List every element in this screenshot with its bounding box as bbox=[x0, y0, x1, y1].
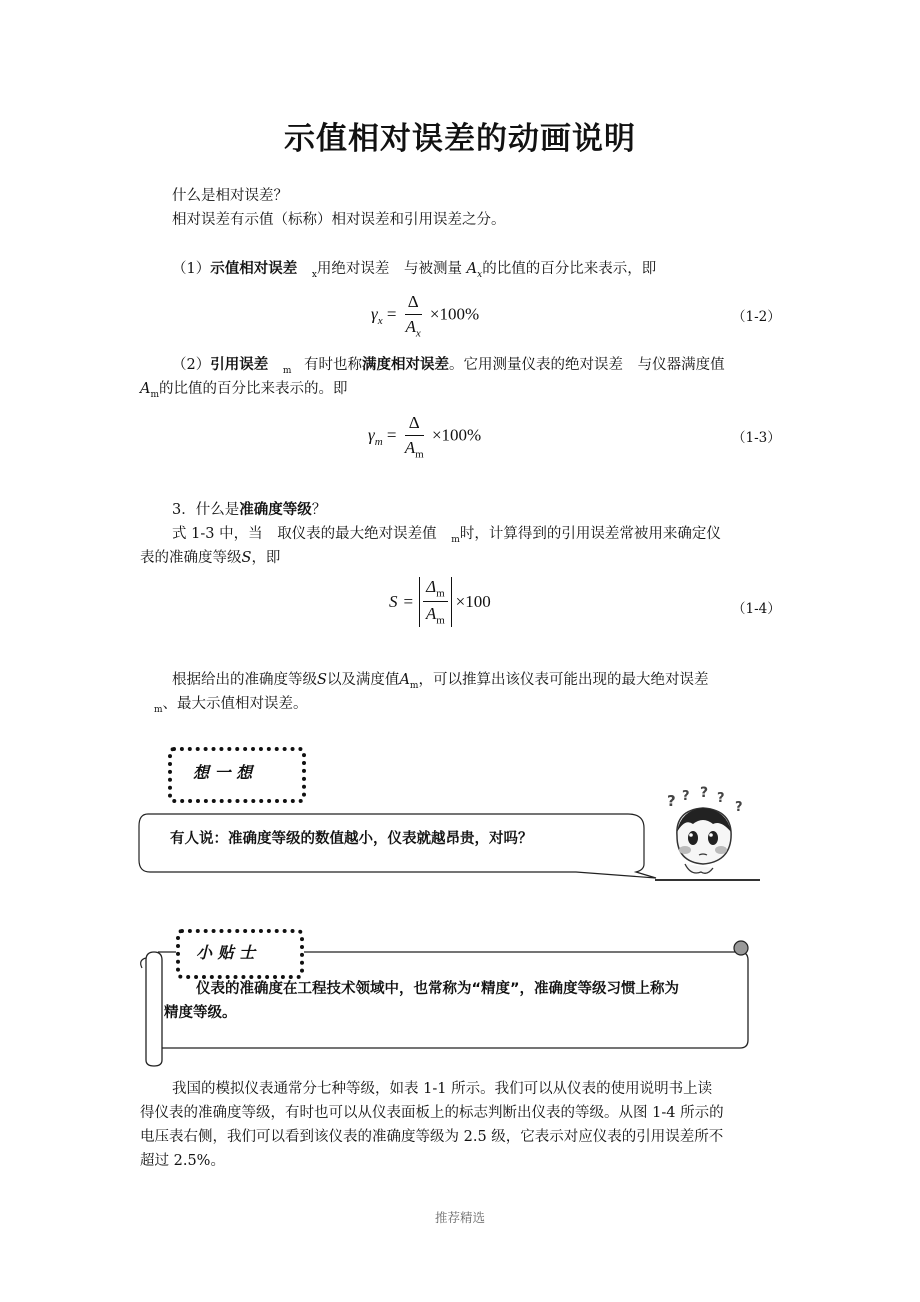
think-label: 想 一 想 bbox=[193, 763, 253, 782]
item2-A-sub: m bbox=[150, 390, 160, 400]
eq13-lhs: γ bbox=[368, 425, 375, 445]
sec3-head-a: 3．什么是 bbox=[172, 502, 240, 518]
eq12-rhs: ×100% bbox=[429, 304, 480, 324]
eq14-number: （1-4） bbox=[732, 601, 781, 617]
eq14-fraction bbox=[423, 577, 448, 627]
para4-d: 、最大示值相对误差。 bbox=[162, 696, 308, 712]
eq13-den: A bbox=[404, 438, 416, 457]
para5-line2: 得仪表的准确度等级，有时也可以从仪表面板上的标志判断出仪表的等级。从图 1-4 所示的 bbox=[140, 1105, 724, 1121]
sec3-l1c: 时，计算得到的引用误差常被用来确定仪 bbox=[459, 526, 721, 542]
eq14-num-sub: m bbox=[436, 587, 445, 600]
sec3-S: S bbox=[241, 550, 252, 566]
sec3-head-b: 准确度等级 bbox=[239, 502, 312, 518]
para4-line2 bbox=[154, 691, 308, 719]
eq14-den-sub: m bbox=[436, 614, 445, 627]
think-question: 有人说：准确度等级的数值越小，仪表就越昂贵，对吗？ bbox=[170, 831, 533, 847]
eq12-lhs: γ bbox=[371, 304, 378, 324]
eq13-den-sub: m bbox=[415, 448, 424, 461]
svg-text:?: ? bbox=[700, 785, 709, 801]
tip-line1: 仪表的准确度在工程技术领域中，也常称为“精度”，准确度等级习惯上称为 bbox=[196, 981, 680, 997]
svg-text:?: ? bbox=[667, 792, 676, 810]
intro-line: 相对误差有示值（标称）相对误差和引用误差之分。 bbox=[172, 212, 506, 228]
sec3-l1b: 取仪表的最大绝对误差值 bbox=[277, 526, 437, 542]
item1-t3: 的比值的百分比来表示，即 bbox=[482, 261, 657, 277]
eq12-fraction bbox=[405, 292, 422, 339]
eq12-num: Δ bbox=[405, 292, 422, 315]
eq12-den: A bbox=[405, 317, 416, 336]
page-footer: 推荐精选 bbox=[434, 1210, 485, 1225]
para5-line4: 超过 2.5%。 bbox=[140, 1153, 225, 1169]
item2-prefix: （2） bbox=[172, 357, 211, 373]
equation-1-4: S = $\frac{\Delta_m}{A_m}$ ×100 bbox=[389, 577, 491, 627]
page-title: 示值相对误差的动画说明 bbox=[284, 121, 636, 157]
eq14-abs-bars bbox=[419, 577, 452, 627]
item2-term2: 满度相对误差 bbox=[362, 357, 449, 373]
eq12-lhs-sub: x bbox=[377, 315, 383, 327]
eq13-fraction bbox=[405, 413, 424, 460]
para4-A-sub: m bbox=[409, 681, 419, 691]
svg-text:?: ? bbox=[682, 789, 690, 804]
para4-b: 以及满度值 bbox=[326, 672, 400, 688]
item2-t4: 的比值的百分比来表示的。即 bbox=[159, 381, 348, 397]
eq12-number: （1-2） bbox=[732, 309, 781, 325]
eq13-lhs-sub: m bbox=[374, 436, 383, 448]
equation-1-3: $\gamma_m$ = $\frac{\Delta}{A_m}$ ×100% bbox=[368, 413, 482, 461]
section3-heading bbox=[172, 497, 326, 523]
tip-label: 小 贴 士 bbox=[196, 943, 256, 962]
eq13-number: （1-3） bbox=[732, 430, 781, 446]
thinking-character-image bbox=[655, 780, 765, 885]
sec3-l1a: 式 1-3 中，当 bbox=[172, 526, 263, 542]
item1-prefix: （1） bbox=[172, 261, 211, 277]
item2-t2: 。它用测量仪表的绝对误差 bbox=[449, 357, 623, 373]
para4-a: 根据给出的准确度等级 bbox=[172, 672, 317, 688]
eq14-den: A bbox=[425, 604, 437, 624]
para4-A: A bbox=[399, 672, 410, 688]
item2-line2 bbox=[140, 376, 348, 404]
item1-A-sub: x bbox=[477, 270, 483, 280]
item1-A: A bbox=[466, 261, 478, 277]
eq13-num: Δ bbox=[405, 413, 424, 436]
item1-sub-x: x bbox=[311, 270, 317, 280]
svg-text:?: ? bbox=[717, 791, 725, 806]
para4-sub-m: m bbox=[154, 705, 163, 715]
item1-t2: 与被测量 bbox=[404, 261, 463, 277]
eq14-lhs: S bbox=[389, 591, 398, 611]
think-bubble bbox=[136, 812, 658, 884]
item2-t3: 与仪器满度值 bbox=[637, 357, 725, 373]
eq14-num: Δ bbox=[426, 577, 437, 596]
para5-line1: 我国的模拟仪表通常分七种等级，如表 1-1 所示。我们可以从仪表的使用说明书上读 bbox=[172, 1081, 713, 1097]
section3-line2 bbox=[140, 545, 280, 571]
sec3-sub-m: m bbox=[451, 535, 460, 545]
para5-line3: 电压表右侧，我们可以看到该仪表的准确度等级为 2.5 级，它表示对应仪表的引用误差所不 bbox=[140, 1129, 724, 1145]
intro-question: 什么是相对误差？ bbox=[172, 188, 288, 204]
item1-line bbox=[172, 256, 656, 284]
para4-S: S bbox=[317, 672, 327, 688]
item1-term: 示值相对误差 bbox=[210, 261, 298, 277]
eq12-den-sub: x bbox=[415, 327, 421, 340]
equation-1-2: $\gamma_x$ = $\frac{\Delta}{A_x}$ ×100% bbox=[371, 292, 480, 340]
item1-t1: 用绝对误差 bbox=[316, 261, 390, 277]
eq13-rhs: ×100% bbox=[431, 425, 482, 445]
para4-c: ，可以推算出该仪表可能出现的最大绝对误差 bbox=[418, 672, 709, 688]
item2-term: 引用误差 bbox=[210, 357, 269, 373]
sec3-l2a: 表的准确度等级 bbox=[140, 550, 242, 566]
item2-sub-m: m bbox=[282, 366, 292, 376]
sec3-head-c: ？ bbox=[311, 502, 327, 518]
sec3-l2b: ，即 bbox=[251, 550, 281, 566]
svg-text:?: ? bbox=[735, 800, 743, 815]
item2-t1: 有时也称 bbox=[304, 357, 362, 373]
eq14-rhs: ×100 bbox=[455, 591, 491, 611]
item2-A: A bbox=[140, 381, 151, 397]
tip-line2: 精度等级。 bbox=[164, 1005, 237, 1021]
